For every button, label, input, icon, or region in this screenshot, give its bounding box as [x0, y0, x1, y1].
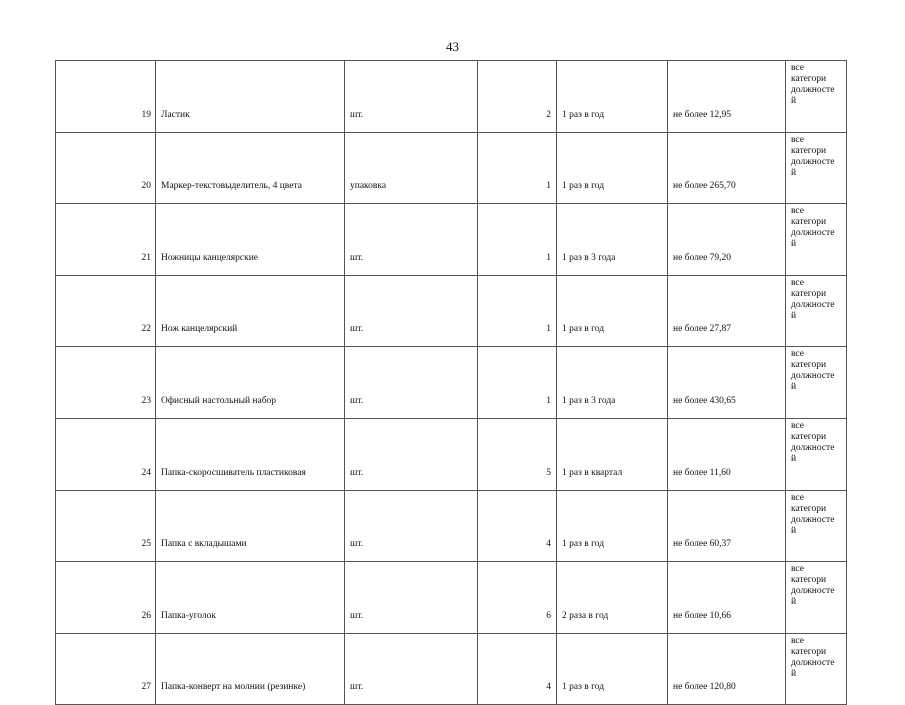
item-quantity: 1 — [478, 132, 557, 204]
item-frequency: 1 раз в год — [557, 61, 668, 133]
item-quantity: 5 — [478, 418, 557, 490]
item-name: Нож канцелярский — [156, 275, 345, 347]
item-category — [786, 418, 847, 490]
table-row — [56, 418, 847, 490]
item-category-line: все — [791, 206, 804, 217]
item-frequency: 1 раз в год — [557, 132, 668, 204]
item-name: Маркер-текстовыделитель, 4 цвета — [156, 132, 345, 204]
item-category — [786, 132, 847, 204]
item-number: 23 — [56, 347, 156, 419]
item-name: Папка-скоросшиватель пластиковая — [156, 418, 345, 490]
item-category-line: все — [791, 63, 804, 73]
item-category-line: все — [791, 134, 804, 145]
item-frequency: 2 раза в год — [557, 562, 668, 634]
item-category-line: все — [791, 277, 804, 288]
item-unit: шт. — [345, 61, 478, 133]
item-category-line: должносте — [791, 156, 835, 167]
item-quantity: 1 — [478, 204, 557, 276]
item-price: не более 79,20 — [668, 204, 786, 276]
item-category-line: категори — [791, 74, 827, 84]
item-category-line: й — [791, 668, 797, 679]
item-category — [786, 633, 847, 705]
item-unit: шт. — [345, 490, 478, 562]
item-category-line: категори — [791, 288, 827, 299]
item-category-line: должносте — [791, 514, 835, 525]
item-category-line: категори — [791, 431, 827, 442]
item-category-line: категори — [791, 646, 827, 657]
item-unit: шт. — [345, 418, 478, 490]
item-frequency: 1 раз в год — [557, 490, 668, 562]
item-number: 21 — [56, 204, 156, 276]
item-category — [786, 490, 847, 562]
item-number: 19 — [56, 61, 156, 133]
item-category-line: й — [791, 382, 797, 393]
item-category-line: й — [791, 96, 797, 106]
item-category-line: должносте — [791, 657, 835, 668]
item-unit: шт. — [345, 275, 478, 347]
item-unit: шт. — [345, 347, 478, 419]
item-frequency: 1 раз в год — [557, 633, 668, 705]
item-quantity: 1 — [478, 275, 557, 347]
item-category-line: й — [791, 597, 797, 608]
item-name: Папка с вкладышами — [156, 490, 345, 562]
item-unit: шт. — [345, 562, 478, 634]
item-price: не более 11,60 — [668, 418, 786, 490]
item-category-line: все — [791, 420, 804, 431]
item-category-line: должносте — [791, 228, 835, 239]
item-category-line: должносте — [791, 85, 835, 95]
item-price: не более 60,37 — [668, 490, 786, 562]
item-price: не более 12,95 — [668, 61, 786, 133]
table-row — [56, 490, 847, 562]
page-number: 43 — [446, 39, 459, 54]
item-category — [786, 562, 847, 634]
item-quantity: 4 — [478, 490, 557, 562]
item-price: не более 10,66 — [668, 562, 786, 634]
item-name: Ножницы канцелярские — [156, 204, 345, 276]
item-category-line: категори — [791, 575, 827, 586]
item-name: Офисный настольный набор — [156, 347, 345, 419]
supplies-table — [55, 60, 847, 705]
table-row — [56, 132, 847, 204]
item-category-line: должносте — [791, 586, 835, 597]
item-unit: упаковка — [345, 132, 478, 204]
item-quantity: 2 — [478, 61, 557, 133]
item-category-line: категори — [791, 360, 827, 371]
item-frequency: 1 раз в год — [557, 275, 668, 347]
table-row — [56, 61, 847, 133]
item-category-line: категори — [791, 217, 827, 228]
item-category-line: й — [791, 239, 797, 250]
item-category-line: категори — [791, 503, 827, 514]
item-category-line: должносте — [791, 442, 835, 453]
item-category-line: все — [791, 492, 804, 503]
table-row — [56, 204, 847, 276]
item-category — [786, 204, 847, 276]
item-price: не более 265,70 — [668, 132, 786, 204]
item-category-line: все — [791, 564, 804, 575]
item-number: 20 — [56, 132, 156, 204]
item-category-line: категори — [791, 145, 827, 156]
item-quantity: 6 — [478, 562, 557, 634]
item-frequency: 1 раз в 3 года — [557, 204, 668, 276]
table-body — [56, 61, 847, 705]
item-category-line: должносте — [791, 371, 835, 382]
item-number: 22 — [56, 275, 156, 347]
item-category-line: й — [791, 453, 797, 464]
item-quantity: 1 — [478, 347, 557, 419]
item-frequency: 1 раз в 3 года — [557, 347, 668, 419]
item-name: Ластик — [156, 61, 345, 133]
table-row — [56, 633, 847, 705]
item-category-line: й — [791, 310, 797, 321]
item-category-line: й — [791, 167, 797, 178]
item-price: не более 120,80 — [668, 633, 786, 705]
table-row — [56, 347, 847, 419]
table-row — [56, 562, 847, 634]
item-price: не более 27,87 — [668, 275, 786, 347]
item-number: 24 — [56, 418, 156, 490]
item-unit: шт. — [345, 633, 478, 705]
item-frequency: 1 раз в квартал — [557, 418, 668, 490]
item-category-line: й — [791, 525, 797, 536]
item-number: 26 — [56, 562, 156, 634]
item-category-line: должносте — [791, 299, 835, 310]
item-category-line: все — [791, 635, 804, 646]
item-name: Папка-конверт на молнии (резинке) — [156, 633, 345, 705]
item-number: 25 — [56, 490, 156, 562]
table-row — [56, 275, 847, 347]
item-price: не более 430,65 — [668, 347, 786, 419]
item-number: 27 — [56, 633, 156, 705]
item-category — [786, 347, 847, 419]
item-unit: шт. — [345, 204, 478, 276]
item-category — [786, 61, 847, 133]
item-category — [786, 275, 847, 347]
item-name: Папка-уголок — [156, 562, 345, 634]
item-quantity: 4 — [478, 633, 557, 705]
item-category-line: все — [791, 349, 804, 360]
